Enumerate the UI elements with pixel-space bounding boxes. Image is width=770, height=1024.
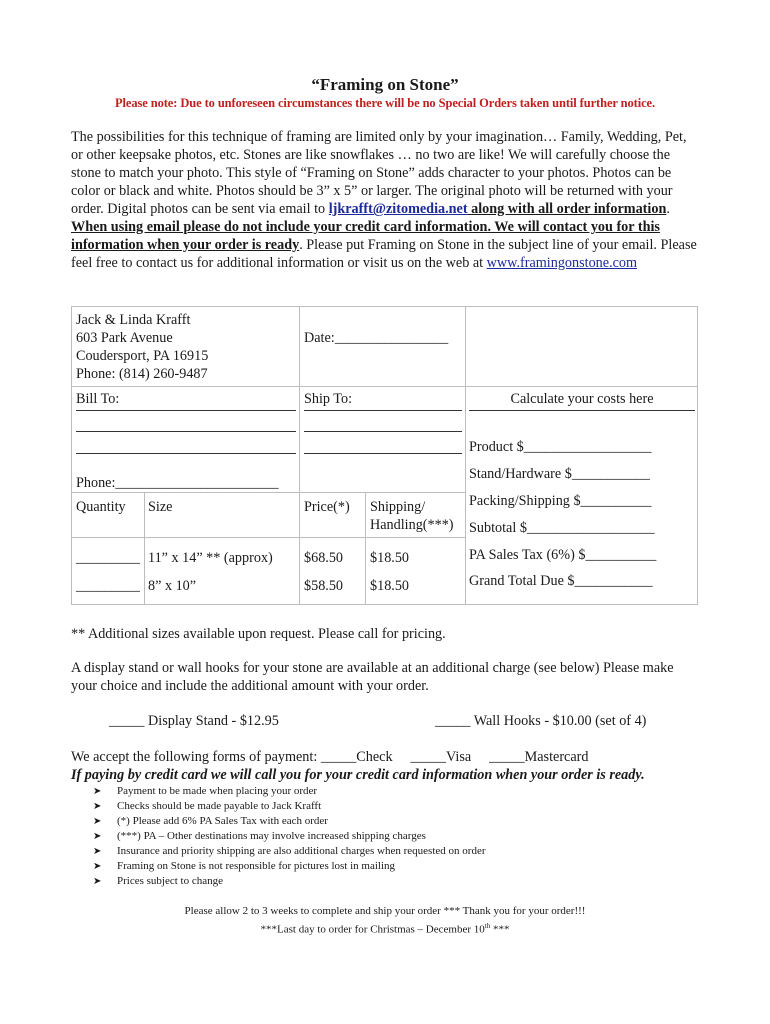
arrow-bullet-icon: ➤ [93,801,102,812]
shipping-row-2: $18.50 [370,578,410,594]
stand-cost-field[interactable]: Stand/Hardware $___________ [469,466,650,482]
list-item: ➤ Prices subject to change [93,875,223,887]
size-row-1: 11” x 14” ** (approx) [148,550,273,566]
intro-bold-2: When using email please do not include your credit card information. We will contact you for this information when your order is ready [71,219,660,253]
price-header: Price(*) [304,499,350,515]
row-divider [72,492,465,493]
shipping-row-1: $18.50 [370,550,410,566]
payment-methods [71,749,588,766]
ship-to-label: Ship To: [304,391,353,407]
product-cost-field[interactable]: Product $__________________ [469,439,652,455]
list-item: ➤ Payment to be made when placing your order [93,785,318,797]
list-item: ➤ (*) Please add 6% PA Sales Tax with each order [93,815,328,827]
ship-to-line-2[interactable] [304,431,462,432]
arrow-bullet-icon: ➤ [93,816,102,827]
arrow-bullet-icon: ➤ [93,786,102,797]
mastercard-option[interactable]: _____Mastercard [489,749,589,765]
stand-paragraph: A display stand or wall hooks for your stone are available at an additional charge (see below) Please make your choice and include the additional amount with your order. [71,660,674,694]
row-divider [72,386,697,387]
column-divider [299,307,300,604]
row-divider [72,537,465,538]
packing-cost-field[interactable]: Packing/Shipping $__________ [469,493,652,509]
business-city: Coudersport, PA 16915 [76,348,209,364]
bill-to-line-3[interactable] [76,453,296,454]
bill-to-line-1[interactable] [76,410,296,411]
sizes-footnote: ** Additional sizes available upon request. Please call for pricing. [71,626,446,642]
grand-total-field[interactable]: Grand Total Due $___________ [469,573,653,589]
shipping-header-1: Shipping/ [370,499,426,515]
list-item: ➤ Checks should be made payable to Jack Krafft [93,800,322,812]
business-phone: Phone: (814) 260-9487 [76,366,208,382]
closing-line-2: ***Last day to order for Christmas – December 10th *** [260,922,510,936]
column-divider [365,492,366,604]
business-name: Jack & Linda Krafft [76,312,191,328]
phone-field[interactable]: Phone:_______________________ [76,475,279,491]
business-address [76,311,208,383]
column-divider [465,307,466,604]
list-item: ➤ Insurance and priority shipping are also additional charges when requested on order [93,845,486,857]
closing-line-1: Please allow 2 to 3 weeks to complete and ship your order *** Thank you for your order!!! [184,905,586,917]
intro-text-2: . [666,201,670,217]
arrow-bullet-icon: ➤ [93,846,102,857]
visa-option[interactable]: _____Visa [410,749,472,765]
check-option[interactable]: _____Check [320,749,393,765]
payment-label: We accept the following forms of payment: [71,749,321,765]
ship-to-line-1[interactable] [304,410,462,411]
ship-to-line-3[interactable] [304,453,462,454]
bill-to-line-2[interactable] [76,431,296,432]
quantity-input-row-1[interactable]: _________ [76,550,140,566]
quantity-input-row-2[interactable]: _________ [76,578,140,594]
subtotal-field[interactable]: Subtotal $__________________ [469,520,655,536]
sales-tax-field[interactable]: PA Sales Tax (6%) $__________ [469,547,657,563]
size-header: Size [148,499,173,515]
calc-heading-rule [469,410,695,411]
price-row-2: $58.50 [304,578,344,594]
size-row-2: 8” x 10” [148,578,197,594]
price-row-1: $68.50 [304,550,344,566]
page-title: “Framing on Stone” [311,75,459,94]
closing-notes [0,904,770,938]
date-field[interactable]: Date:________________ [304,330,449,346]
business-street: 603 Park Avenue [76,330,173,346]
intro-paragraph [71,128,701,272]
calc-heading: Calculate your costs here [510,391,654,407]
website-link[interactable]: www.framingonstone.com [486,255,638,271]
intro-bold-1: along with all order information [467,201,667,217]
display-stand-option[interactable]: _____ Display Stand - $12.95 [109,713,279,729]
credit-card-note: If paying by credit card we will call you for your credit card information when your order is ready. [71,767,645,783]
list-item: ➤ (***) PA – Other destinations may involve increased shipping charges [93,830,426,842]
arrow-bullet-icon: ➤ [93,831,102,842]
wall-hooks-option[interactable]: _____ Wall Hooks - $10.00 (set of 4) [435,713,647,729]
arrow-bullet-icon: ➤ [93,861,102,872]
bill-to-label: Bill To: [76,391,120,407]
intro-text-3: . Please put Framing on Stone in the subject line of your email. Please feel free to contact us for additional information or visit us on the web at [71,237,697,271]
arrow-bullet-icon: ➤ [93,876,102,887]
column-divider [144,492,145,604]
terms-list [93,784,485,889]
order-form-table [71,306,698,605]
quantity-header: Quantity [76,499,126,515]
shipping-header-2: Handling(***) [370,517,454,533]
list-item: ➤ Framing on Stone is not responsible for pictures lost in mailing [93,860,396,872]
email-link[interactable]: ljkrafft@zitomedia.net [328,201,468,217]
intro-text-1: The possibilities for this technique of framing are limited only by your imagination… Family, Wedding, Pet, or other keepsake photos, etc. Stones are like snowflakes … no two are like! We will carefully choose the stone to match your photo. This style of “Framing on Stone” adds character to your photos. Photos can be color or black and white. Photos should be 3” x 5” or larger. The original photo will be returned with your order. Digital photos can be sent via email to [71,129,687,217]
special-orders-notice: Please note: Due to unforeseen circumstances there will be no Special Orders taken until further notice. [115,96,655,110]
